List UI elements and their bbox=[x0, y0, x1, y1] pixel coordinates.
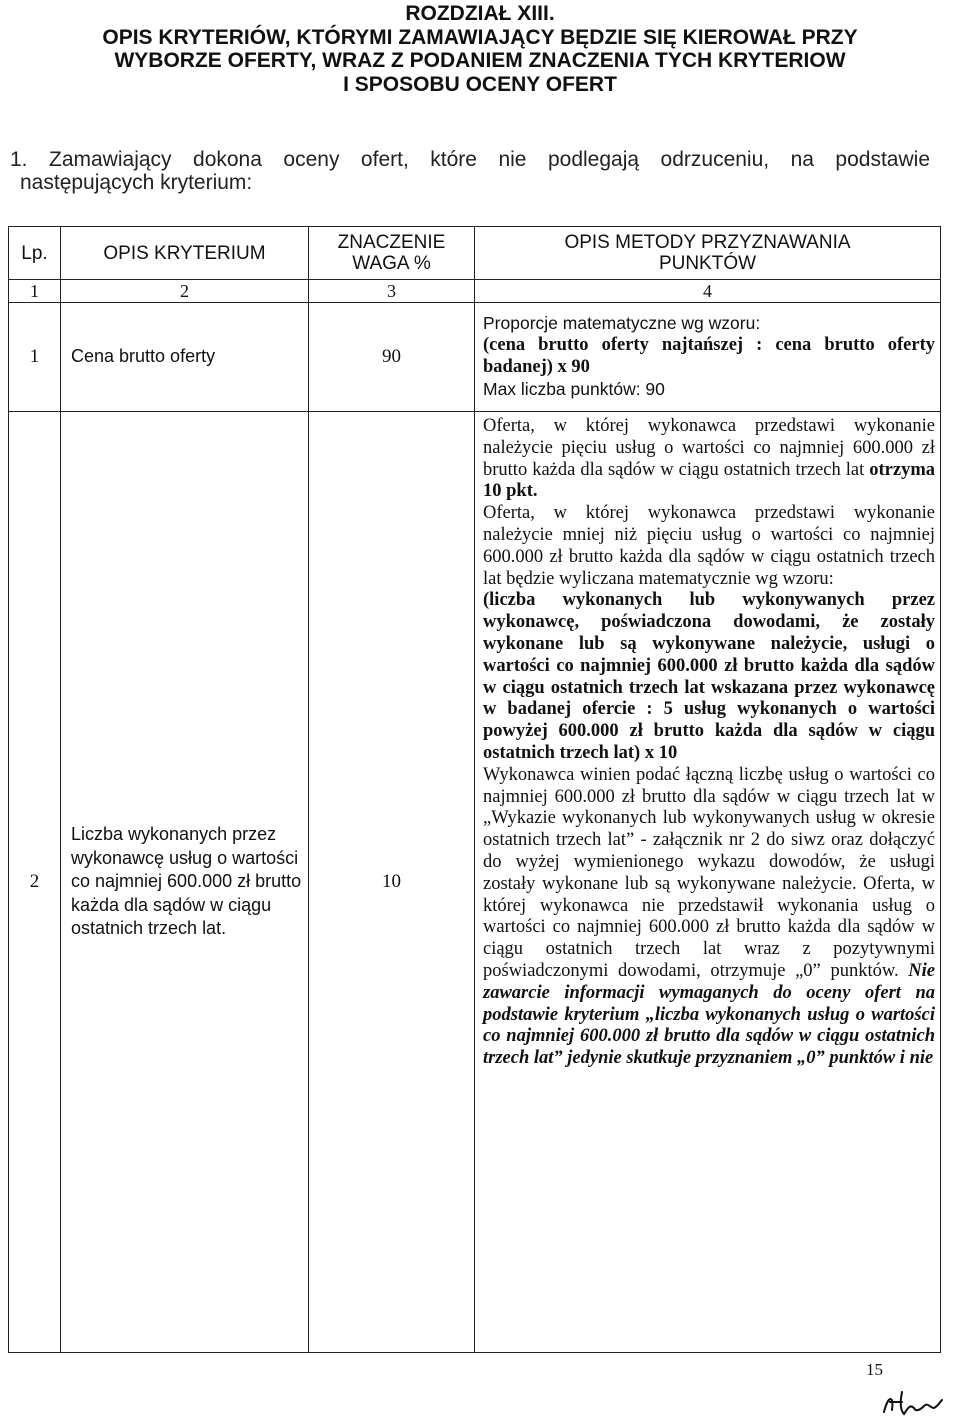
chapter-subtitle-line-1: OPIS KRYTERIÓW, KTÓRYMI ZAMAWIAJĄCY BĘDZIE SIĘ KIEROWAŁ PRZY bbox=[102, 25, 858, 49]
row-weight: 10 bbox=[309, 412, 475, 1353]
table-row-price bbox=[9, 303, 941, 412]
column-number: 1 bbox=[9, 280, 61, 303]
method-formula: (liczba wykonanych lub wykonywanych przez wykonawcę, poświadczona dowodami, że zostały wykonane lub są wykonywane należycie, usługi o wartości co najmniej 600.000 zł brutto każda dla sądów w ciągu ostatnich trzech lat wskazana przez wykonawcę w badanej ofercie : 5 usług wykonanych o wartości powyżej 600.000 zł brutto każda dla sądów w ciągu ostatnich trzech lat) x 10 bbox=[483, 590, 935, 763]
method-full-points: Oferta, w której wykonawca przedstawi wykonanie należycie pięciu usług o wartości co najmniej 600.000 zł brutto każda dla sądów w ciągu ostatnich trzech lat otrzyma 10 pkt. bbox=[483, 416, 936, 502]
page-number: 15 bbox=[866, 1360, 883, 1379]
header-lp: Lp. bbox=[9, 227, 61, 280]
chapter-heading bbox=[0, 2, 960, 96]
chapter-title: ROZDZIAŁ XIII. bbox=[405, 2, 555, 25]
row-weight: 90 bbox=[309, 303, 475, 412]
row-criterion: Cena brutto oferty bbox=[61, 303, 309, 412]
row-lp: 1 bbox=[9, 303, 61, 412]
method-formula: (cena brutto oferty najtańszej : cena brutto oferty badanej) x 90 bbox=[483, 335, 935, 377]
intro-line-2: następujących kryterium: bbox=[20, 171, 253, 194]
table-header-row bbox=[9, 227, 941, 280]
column-number: 2 bbox=[61, 280, 309, 303]
row-method bbox=[475, 412, 941, 1353]
chapter-subtitle-line-2: WYBORZE OFERTY, WRAZ Z PODANIEM ZNACZENIA TYCH KRYTERIOW bbox=[114, 49, 846, 72]
criteria-table bbox=[8, 226, 941, 1353]
row-lp: 2 bbox=[9, 412, 61, 1353]
method-formula-intro: Proporcje matematyczne wg wzoru: bbox=[483, 313, 761, 334]
chapter-subtitle-line-3: I SPOSOBU OCENY OFERT bbox=[343, 72, 617, 96]
column-number: 3 bbox=[309, 280, 475, 303]
intro-paragraph bbox=[10, 148, 930, 194]
intro-line-1: 1. Zamawiający dokona oceny ofert, które nie podlegają odrzuceniu, na podstawie bbox=[10, 148, 930, 171]
header-criterion: OPIS KRYTERIUM bbox=[61, 227, 309, 280]
method-max-points: Max liczba punktów: 90 bbox=[483, 378, 665, 399]
method-requirements: Wykonawca winien podać łączną liczbę usług o wartości co najmniej 600.000 zł brutto dla sądów w ciągu trzech lat w „Wykazie wykonanych lub wykonywanych usług w okresie ostatnich trzech lat” - załącznik nr 2 do siwz oraz dołączyć do wyżej wymienionego wykazu dowodów, że usługi zostały wykonane lub są wykonywane należycie. Oferta, w której wykonawca nie przedstawił wykonania usług o wartości co najmniej 600.000 zł brutto każda dla sądów w ciągu ostatnich trzech lat wraz z pozytywnymi poświadczonymi dowodami, otrzymuje „0” punktów. Nie zawarcie informacji wymaganych do oceny ofert na podstawie kryterium „liczba wykonanych usług o wartości co najmniej 600.000 zł brutto dla sądów w ciągu ostatnich trzech lat” jedynie skutkuje przyznaniem „0” punktów i nie bbox=[483, 764, 936, 1069]
method-partial-points: Oferta, w której wykonawca przedstawi wykonanie należycie mniej niż pięciu usług o wartości co najmniej 600.000 zł brutto każda dla sądów w ciągu ostatnich trzech lat będzie wyliczana matematycznie wg wzoru: bbox=[483, 503, 935, 589]
column-number: 4 bbox=[475, 280, 941, 303]
header-weight: ZNACZENIE WAGA % bbox=[309, 227, 475, 280]
handwritten-signature bbox=[880, 1388, 946, 1425]
header-method: OPIS METODY PRZYZNAWANIA PUNKTÓW bbox=[475, 227, 941, 280]
column-number-row bbox=[9, 280, 941, 303]
row-method bbox=[475, 303, 941, 412]
row-criterion: Liczba wykonanych przez wykonawcę usług o wartości co najmniej 600.000 zł brutto każda dla sądów w ciągu ostatnich trzech lat. bbox=[61, 412, 309, 1353]
table-row-services bbox=[9, 412, 941, 1353]
